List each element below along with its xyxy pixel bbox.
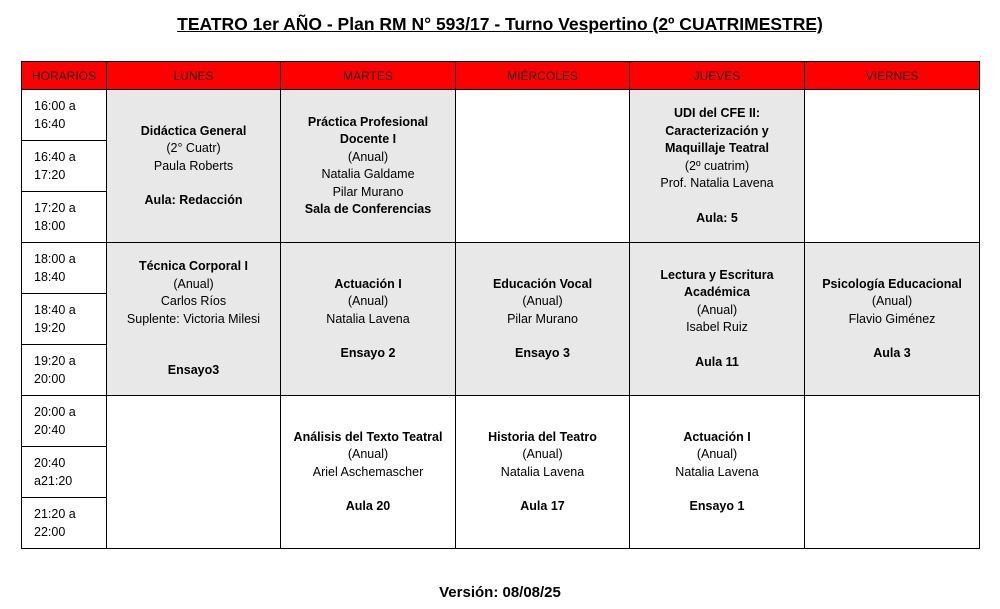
class-teacher: Natalia Lavena <box>675 464 759 479</box>
empty-viernes-block1 <box>805 90 980 243</box>
time-end: 18:40 <box>34 270 66 284</box>
time-slot <box>22 90 107 141</box>
class-name: Maquillaje Teatral <box>665 141 769 155</box>
time-end: a21:20 <box>34 474 73 488</box>
class-room: Aula 11 <box>695 354 739 369</box>
table-row <box>22 396 980 447</box>
time-slot <box>22 192 107 243</box>
time-start: 20:40 <box>34 456 66 470</box>
time-start: 18:00 a <box>34 252 76 266</box>
table-row <box>22 243 980 294</box>
time-slot <box>22 243 107 294</box>
class-term: (Anual) <box>347 447 389 461</box>
class-miercoles-block2 <box>456 243 630 396</box>
schedule-table <box>21 61 980 549</box>
time-slot <box>22 141 107 192</box>
class-term: (Anual) <box>522 447 563 461</box>
class-name: Educación Vocal <box>492 276 593 291</box>
class-room: Aula: 5 <box>696 210 738 225</box>
class-jueves-block2 <box>630 243 805 396</box>
time-start: 16:40 a <box>34 150 76 164</box>
class-name: Psicología Educacional <box>822 276 962 291</box>
header-lunes: LUNES <box>107 62 281 90</box>
time-start: 19:20 a <box>34 354 76 368</box>
header-miercoles: MIÉRCOLES <box>456 62 630 90</box>
page-title: TEATRO 1er AÑO - Plan RM N° 593/17 - Turno Vespertino (2º CUATRIMESTRE) <box>177 14 823 34</box>
class-lunes-block2 <box>107 243 281 396</box>
class-room: Sala de Conferencias <box>304 202 432 216</box>
class-lunes-block1 <box>107 90 281 243</box>
time-start: 20:00 a <box>34 405 76 419</box>
class-teacher: Pilar Murano <box>332 184 404 199</box>
class-martes-block2 <box>281 243 456 396</box>
class-name: Didáctica General <box>140 123 247 138</box>
time-start: 18:40 a <box>34 303 76 317</box>
empty-miercoles-block1 <box>456 90 630 243</box>
time-slot <box>22 345 107 396</box>
header-jueves: JUEVES <box>630 62 805 90</box>
time-start: 16:00 a <box>34 99 76 113</box>
class-teacher: Paula Roberts <box>153 158 234 173</box>
class-viernes-block2 <box>805 243 980 396</box>
class-teacher: Natalia Lavena <box>326 311 410 326</box>
class-name: Análisis del Texto Teatral <box>293 429 443 444</box>
class-name: Actuación I <box>683 429 751 444</box>
class-name: UDI del CFE II: <box>673 106 761 120</box>
header-horarios: HORARIOS <box>22 62 107 90</box>
class-room: Aula 3 <box>873 346 911 360</box>
header-row <box>22 62 980 90</box>
class-substitute: Suplente: Victoria Milesi <box>126 311 261 326</box>
class-room: Ensayo 3 <box>515 346 570 360</box>
class-name: Actuación I <box>334 276 402 291</box>
class-name: Práctica Profesional <box>307 114 429 129</box>
class-teacher: Carlos Ríos <box>160 294 227 309</box>
empty-lunes-block3 <box>107 396 281 549</box>
class-term: (Anual) <box>696 302 738 317</box>
time-end: 19:20 <box>34 321 66 335</box>
class-teacher: Natalia Galdame <box>321 167 415 181</box>
class-term: (2° Cuatr) <box>166 141 221 155</box>
class-term: (Anual) <box>347 149 389 164</box>
class-teacher: Ariel Aschemascher <box>312 464 424 479</box>
class-term: (Anual) <box>871 294 913 308</box>
time-end: 20:00 <box>34 372 66 386</box>
class-room: Aula: Redacción <box>144 193 243 207</box>
time-end: 18:00 <box>34 219 66 233</box>
class-room: Ensayo 1 <box>689 499 745 513</box>
class-name: Caracterización y <box>665 123 769 138</box>
class-term: (Anual) <box>347 294 389 308</box>
time-end: 22:00 <box>34 525 66 539</box>
class-jueves-block1 <box>630 90 805 243</box>
time-slot <box>22 396 107 447</box>
time-start: 21:20 a <box>34 507 76 521</box>
time-end: 20:40 <box>34 423 66 437</box>
time-slot <box>22 498 107 549</box>
class-teacher: Prof. Natalia Lavena <box>660 176 774 190</box>
version-label: Versión: 08/08/25 <box>439 584 561 601</box>
table-row <box>22 90 980 141</box>
class-teacher: Natalia Lavena <box>500 464 585 479</box>
time-end: 17:20 <box>34 168 66 182</box>
empty-viernes-block3 <box>805 396 980 549</box>
time-start: 17:20 a <box>34 201 76 215</box>
header-viernes: VIERNES <box>805 62 980 90</box>
class-martes-block1 <box>281 90 456 243</box>
class-term: (Anual) <box>696 447 738 461</box>
class-name: Técnica Corporal I <box>138 259 249 274</box>
class-term: (2º cuatrim) <box>684 158 750 173</box>
time-slot <box>22 447 107 498</box>
class-room: Aula 17 <box>520 499 565 513</box>
class-term: (Anual) <box>522 294 563 308</box>
class-room: Ensayo3 <box>167 363 220 378</box>
class-name: Historia del Teatro <box>488 429 597 444</box>
class-name: Académica <box>683 285 750 300</box>
class-room: Ensayo 2 <box>340 346 396 360</box>
class-teacher: Pilar Murano <box>507 311 578 326</box>
class-room: Aula 20 <box>345 499 391 513</box>
class-miercoles-block3 <box>456 396 630 549</box>
class-jueves-block3 <box>630 396 805 549</box>
time-end: 16:40 <box>34 117 66 131</box>
class-term: (Anual) <box>173 276 214 291</box>
time-slot <box>22 294 107 345</box>
class-teacher: Isabel Ruiz <box>686 320 748 335</box>
class-name: Lectura y Escritura <box>660 267 774 282</box>
class-name: Docente I <box>339 132 397 146</box>
class-martes-block3 <box>281 396 456 549</box>
header-martes: MARTES <box>281 62 456 90</box>
class-teacher: Flavio Giménez <box>848 311 936 326</box>
